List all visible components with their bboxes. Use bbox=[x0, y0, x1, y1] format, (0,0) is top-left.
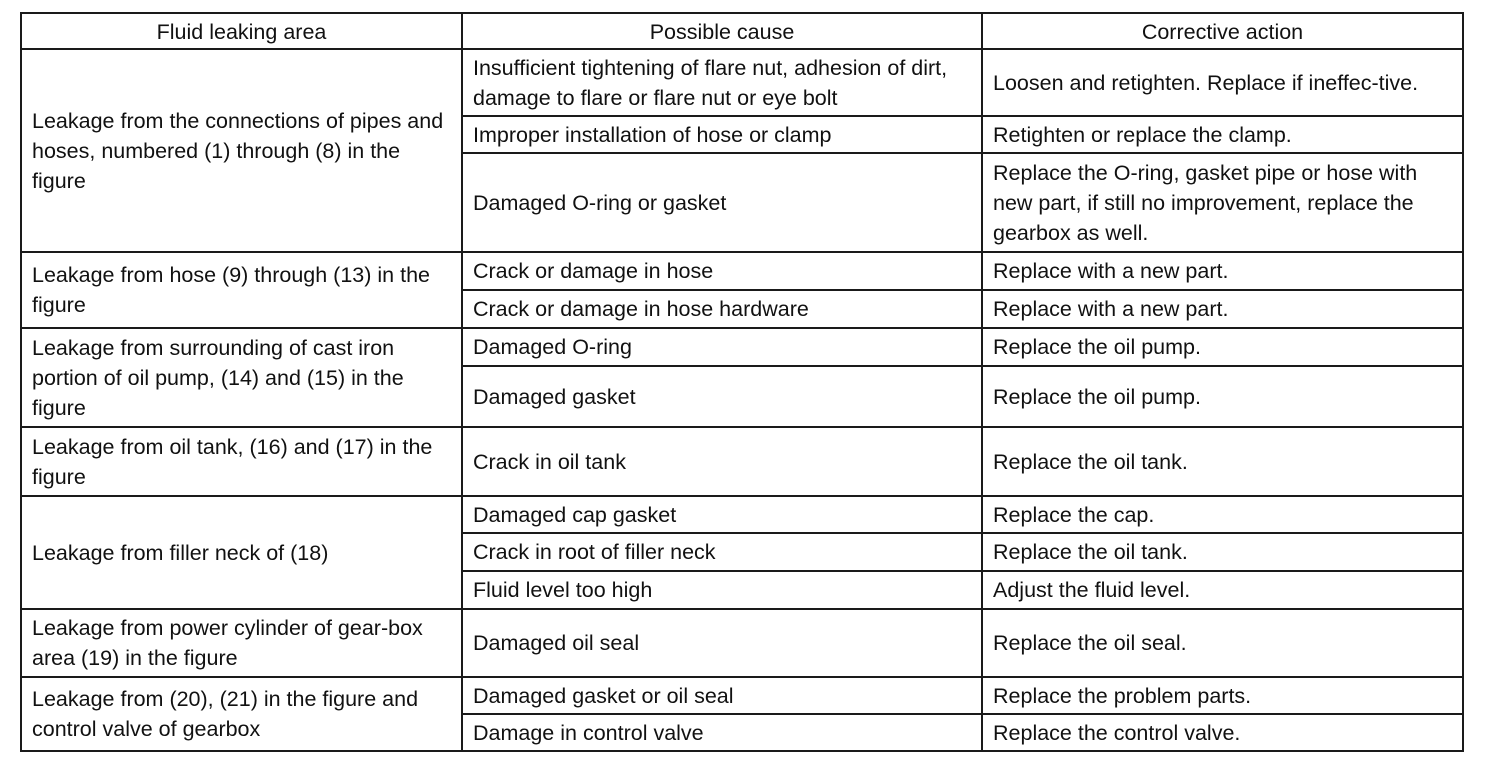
action-cell: Replace the O-ring, gasket pipe or hose with new part, if still no improvement, replace the gearbox as well. bbox=[982, 153, 1463, 252]
area-cell: Leakage from power cylinder of gear-box area (19) in the figure bbox=[21, 609, 462, 677]
area-cell: Leakage from the connections of pipes and hoses, numbered (1) through (8) in the figure bbox=[21, 49, 462, 252]
action-cell: Replace the oil tank. bbox=[982, 533, 1463, 571]
cause-cell: Crack or damage in hose bbox=[462, 252, 982, 290]
cause-cell: Crack in oil tank bbox=[462, 427, 982, 496]
header-possible-cause: Possible cause bbox=[462, 13, 982, 49]
header-corrective-action: Corrective action bbox=[982, 13, 1463, 49]
cause-cell: Damaged gasket bbox=[462, 366, 982, 427]
table-row bbox=[21, 328, 1463, 366]
area-cell: Leakage from hose (9) through (13) in the figure bbox=[21, 252, 462, 328]
area-cell: Leakage from filler neck of (18) bbox=[21, 496, 462, 609]
action-cell: Adjust the fluid level. bbox=[982, 571, 1463, 609]
header-row bbox=[21, 13, 1463, 49]
action-cell: Replace the oil pump. bbox=[982, 328, 1463, 366]
action-cell: Replace with a new part. bbox=[982, 290, 1463, 328]
area-cell: Leakage from surrounding of cast iron portion of oil pump, (14) and (15) in the figure bbox=[21, 328, 462, 427]
table-row bbox=[21, 252, 1463, 290]
action-cell: Loosen and retighten. Replace if ineffec-tive. bbox=[982, 49, 1463, 116]
cause-cell: Fluid level too high bbox=[462, 571, 982, 609]
action-cell: Replace with a new part. bbox=[982, 252, 1463, 290]
action-cell: Replace the oil seal. bbox=[982, 609, 1463, 677]
cause-cell: Crack or damage in hose hardware bbox=[462, 290, 982, 328]
table-row bbox=[21, 427, 1463, 496]
action-cell: Replace the control valve. bbox=[982, 714, 1463, 751]
action-cell: Replace the cap. bbox=[982, 496, 1463, 533]
cause-cell: Insufficient tightening of flare nut, adhesion of dirt, damage to flare or flare nut or eye bolt bbox=[462, 49, 982, 116]
action-cell: Replace the oil tank. bbox=[982, 427, 1463, 496]
area-cell: Leakage from (20), (21) in the figure and control valve of gearbox bbox=[21, 677, 462, 751]
cause-cell: Damage in control valve bbox=[462, 714, 982, 751]
table-row bbox=[21, 49, 1463, 116]
action-cell: Replace the oil pump. bbox=[982, 366, 1463, 427]
fluid-leak-table bbox=[20, 12, 1464, 752]
action-cell: Retighten or replace the clamp. bbox=[982, 116, 1463, 153]
cause-cell: Improper installation of hose or clamp bbox=[462, 116, 982, 153]
cause-cell: Damaged O-ring bbox=[462, 328, 982, 366]
cause-cell: Crack in root of filler neck bbox=[462, 533, 982, 571]
cause-cell: Damaged O-ring or gasket bbox=[462, 153, 982, 252]
cause-cell: Damaged gasket or oil seal bbox=[462, 677, 982, 714]
header-fluid-leaking-area: Fluid leaking area bbox=[21, 13, 462, 49]
cause-cell: Damaged oil seal bbox=[462, 609, 982, 677]
table-row bbox=[21, 677, 1463, 714]
action-cell: Replace the problem parts. bbox=[982, 677, 1463, 714]
area-cell: Leakage from oil tank, (16) and (17) in the figure bbox=[21, 427, 462, 496]
cause-cell: Damaged cap gasket bbox=[462, 496, 982, 533]
table-row bbox=[21, 609, 1463, 677]
table-row bbox=[21, 496, 1463, 533]
